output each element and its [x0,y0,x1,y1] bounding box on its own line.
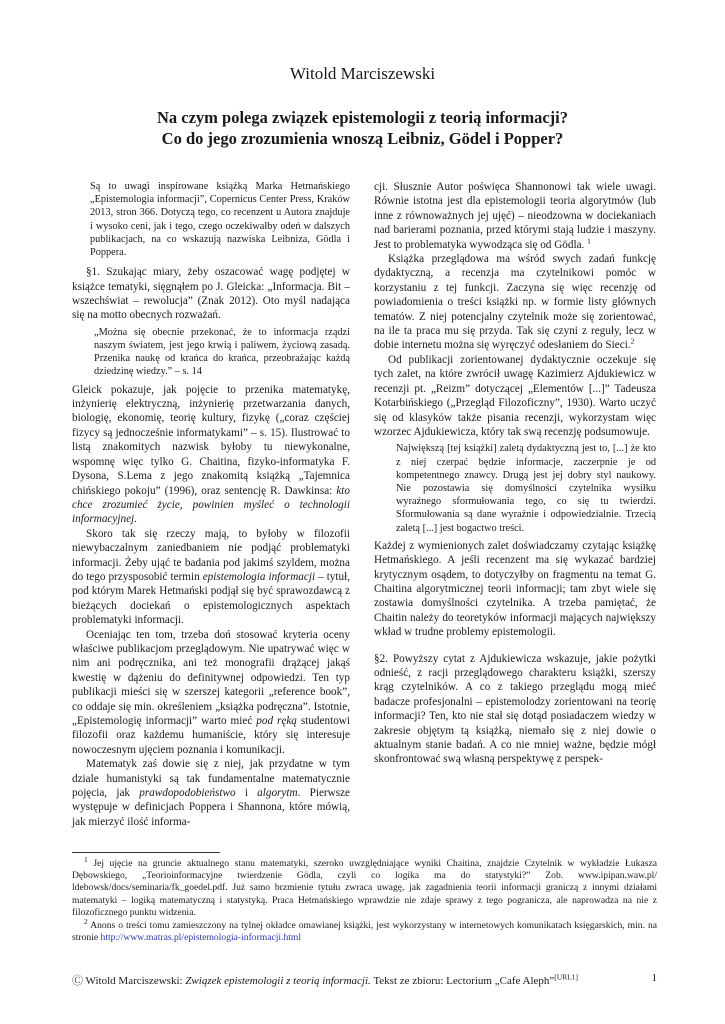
section-1-text: Szukając miary, żeby oszacować wagę podjętej w książce tematyki, sięgnąłem po J. Gleicka: „Informacja. Bit – wszechświat – rewolucja” (Znak 2012). Oto myśl nadająca się na motto obecnych rozważań. [72,266,350,322]
footnote-ref-2[interactable]: 2 [630,336,635,346]
section-spacer [374,640,656,652]
paragraph-text: Gleick pokazuje, jak pojęcie to przenika matematykę, inżynierię elektryczną, inżynierię przetwarzania danych, biologię, ekonomię, teorię kultury, fizykę („coraz częściej fizycy są jednocześnie informatykami” – s. 15). Ilustrować to listą znakomitych nazwisk byłoby tu niewykonalne, wspomnę więc tylko G. Chaitina, fizyko-informatyka F. Dysona, S.Lema z jego znakomitą książką „Tajemnica chińskiego pokoju” (1996), oraz sentencję R. Dawkinsa: [72,383,350,497]
paragraph-text: – tytuł, pod którym Marek Hetmański podjął się być sprawozdawcą z bieżących dociekań o epistemologicznych aspektach problematyki informacji. [72,570,351,627]
matras-link[interactable]: http://www.matras.pl/epistemologia-informacji.html [100,932,302,944]
paragraph-ajdukiewicz: Od publikacji zorientowanej dydaktycznie oczekuje się tych zalet, na które zwrócił uwagę Kazimierz Ajdukiewicz w recenzji pt. „Reizm” dotyczącej „Elementów [...]” Tadeusza Kotarbińskiego („Przegląd Filozoficzny”, 1930). Warto uczyć się od klasyków także pisania recenzji, wykorzystam więc wzorzec Ajdukiewicza, który tak swą recenzję podsumowuje. [374,353,656,438]
section-1-paragraph [72,265,350,323]
gleick-quote: „Można się obecnie przekonać, że to informacja rządzi naszym światem, jest jego krwią i paliwem, życiową zasadą. Przenika naukę od krańca do krańca, przeobrażając każdą dziedzinę wiedzy.” – s. 14 [94,326,350,378]
copyright-text: Ⓒ Witold Marciszewski: [72,975,186,987]
section-1-number: §1. [86,266,100,279]
paragraph-text: Książka przeglądowa ma wśród swych zadań funkcję dydaktyczną, a recenzja ma czytelnikowi pomóc w korzystaniu z tej funkcji. Zaczyna się więc recenzję od powiadomienia o treści książki np. w formie listy głównych tematów. Z niej potencjalny czytelnik może się zorientować, na ile ta praca mu się przyda. Tak się czyni z reguły, lecz w dobie internetu można się wyręczyć odesłaniem do Sieci. [374,253,656,352]
footnote-text: Anons o treści tomu zamieszczony na tylnej okładce omawianej książki, jest wykorzystany w internetowych komunikatach księgarskich, min. na stronie [72,920,657,944]
page-number: 1 [651,972,657,984]
paragraph-text: . Pierwsze występuje w definicjach Poppera i Shannona, które mówią, jak mierzyć ilość informa- [72,787,350,828]
paragraph-text: . [134,513,137,526]
paragraph-text: i [235,787,258,800]
left-column [72,180,350,829]
author-name: Witold Marciszewski [289,64,436,83]
paragraph-shannon [374,180,656,252]
section-2-paragraph [374,652,656,767]
work-title: Związek epistemologii z teorią informacji. [185,975,371,987]
footnote-divider [72,852,220,853]
paragraph-text: Skoro tak się rzeczy mają, to byłoby w filozofii niewybaczalnym zaniedbaniem nie podjąć problematyki informacji. Żeby ująć te badania pod jakimś szyldem, można do tego przysposobić termin [72,527,350,583]
footnote-1 [72,854,657,919]
paragraph-mathematician [72,757,350,829]
paragraph-evaluation [72,628,350,758]
paragraph-gleick [72,383,350,527]
paragraph-epistemology-term [72,527,350,628]
abstract: Są to uwagi inspirowane książką Marka Hetmańskiego „Epistemologia informacji”, Copernicus Center Press, Kraków 2013, stron 366. Dotyczą tego, co recenzent u Autora znajduje i wysoko ceni, jak i tego, czego oczekiwałby odeń w dalszych publikacjach, na co wskazują nazwiska Leibniza, Gödla i Poppera. [90,181,350,259]
title-line-1: Na czym polega związek epistemologii z teorią informacji? [156,108,568,127]
collection-text: Tekst ze zbioru: Lectorium „Cafe Aleph” [370,975,555,987]
footnotes [72,854,657,945]
paragraph-text: studentowi filozofii oraz każdemu humaniście, który się interesuje nowoczesnym ujęciem poznania i komunikacji. [72,715,350,756]
page-title [60,107,665,149]
url-reference[interactable]: [URL1] [554,972,579,982]
section-2-text: Powyższy cytat z Ajdukiewicza wskazuje, jakie pożytki odnieść, z racji przeglądowego charakteru książki, szerszy krąg czytelników. A co z takiego przeglądu mogą mieć badacze profesjonalni – epistemolodzy zorientowani na teorię informacji? Ten, kto nie stał się dotąd posiadaczem wiedzy w zakresie objętym tą książką, niemało się z niej dowie o aktualnym stanie badań. A co nie mniej ważne, będzie mógł skonfrontować swą własną perspektywę z perspek- [374,652,656,766]
emphasis: prawdopodobieństwo [139,787,236,800]
ajdukiewicz-quote: Największą [tej książki] zaletą dydaktyczną jest to, [...] że kto z niej czerpać będzie informacje, zaczerpnie je od kompetentnego znawcy. Drugą jest jej dobry styl naukowy. Nie pozostawia się domyślności czytelnika wysiłku wyraźnego sformułowania tego, co się tu twierdzi. Sformułowania są dane wyraźnie i odpowiedzialnie. Trzecią zaletą [...] jest bogactwo treści. [396,443,656,534]
term-emphasis: epistemologia informacji [202,570,316,583]
footnote-2 [72,916,657,944]
footnote-text: Jej ujęcie na gruncie aktualnego stanu matematyki, szeroko uwzględniające wyniki Chaitina, znajdzie Czytelnik w wykładzie Łukasza Dębowskiego, „Teorioinformacyjne twierdzenie Gödla, czyli co logika ma do statystyki?” Zob. www.ipipan.waw.pl/ ldebowsk/docs/seminaria/fk_goedel.pdf. Już samo brzmienie tytułu zwraca uwagę, jak zagadnienia teorii informacji graniczą z innymi działami matematyki – logiką matematyczną i statystyką. Praca Hetmańskiego wprawdzie nie zdaje sprawy z tego pogranicza, ale naprowadza na nie z filozoficznego punktu widzenia. [72,858,657,918]
dawkins-sentence: kto chce zrozumieć życie, powinien myśleć o technologii informacyjnej [72,484,350,526]
paragraph-text: cji. Słusznie Autor poświęca Shannonowi tak wiele uwagi. Równie istotna jest dla epistemologii teoria algorytmów (lub inne z równoważnych jej ujęć) – nieodzowna w dociekaniach nad barierami poznania, przed którymi stają ludzie i maszyny. Jest to problematyka wywodząca się od Gödla. [374,181,656,251]
section-2-number: §2. [374,652,388,665]
title-line-2: Co do jego zrozumienia wnoszą Leibniz, Gödel i Popper? [161,129,564,148]
emphasis: algorytm [257,787,298,800]
page-footer [72,972,657,988]
paragraph-review-function [374,252,656,353]
footnote-number: 2 [84,916,88,926]
right-column [374,180,656,767]
emphasis: pod ręką [256,715,297,727]
paragraph-text: Oceniając ten tom, trzeba doń stosować kryteria oceny właściwe publikacjom przeglądowym. Nie upatrywać więc w nim ani podręcznika, ani też monografii drążącej jakąś kwestię w dążeniu do definitywnej odpowiedzi. Ten typ publikacji mieści się w szerszej kategorii „reference book”, co oddaje się min. określeniem „książka podręczna”. Istotnie, „Epistemologię informacji” warto mieć [72,628,350,727]
footnote-ref-1[interactable]: 1 [587,235,591,245]
footnote-number: 1 [84,854,88,864]
paragraph-criticism: Każdej z wymienionych zalet doświadczamy czytając książkę Hetmańskiego. A jeśli recenzent ma się wykazać bardziej krytycznym osądem, to dotyczyłby on fragmentu na temat G. Chaitina algorytmicznej teorii informacji; tam zbyt wiele się zostawia domyślności czytelnika. A trzeba pamiętać, że Chaitin należy do teoretyków informacji mających największy wkład w trudne problemy epistemologii. [374,539,656,639]
paragraph-text: Matematyk zaś dowie się z niej, jak przydatne w tym dziale humanistyki są tak fundamentalne matematycznie pojęcia, jak [72,758,350,800]
